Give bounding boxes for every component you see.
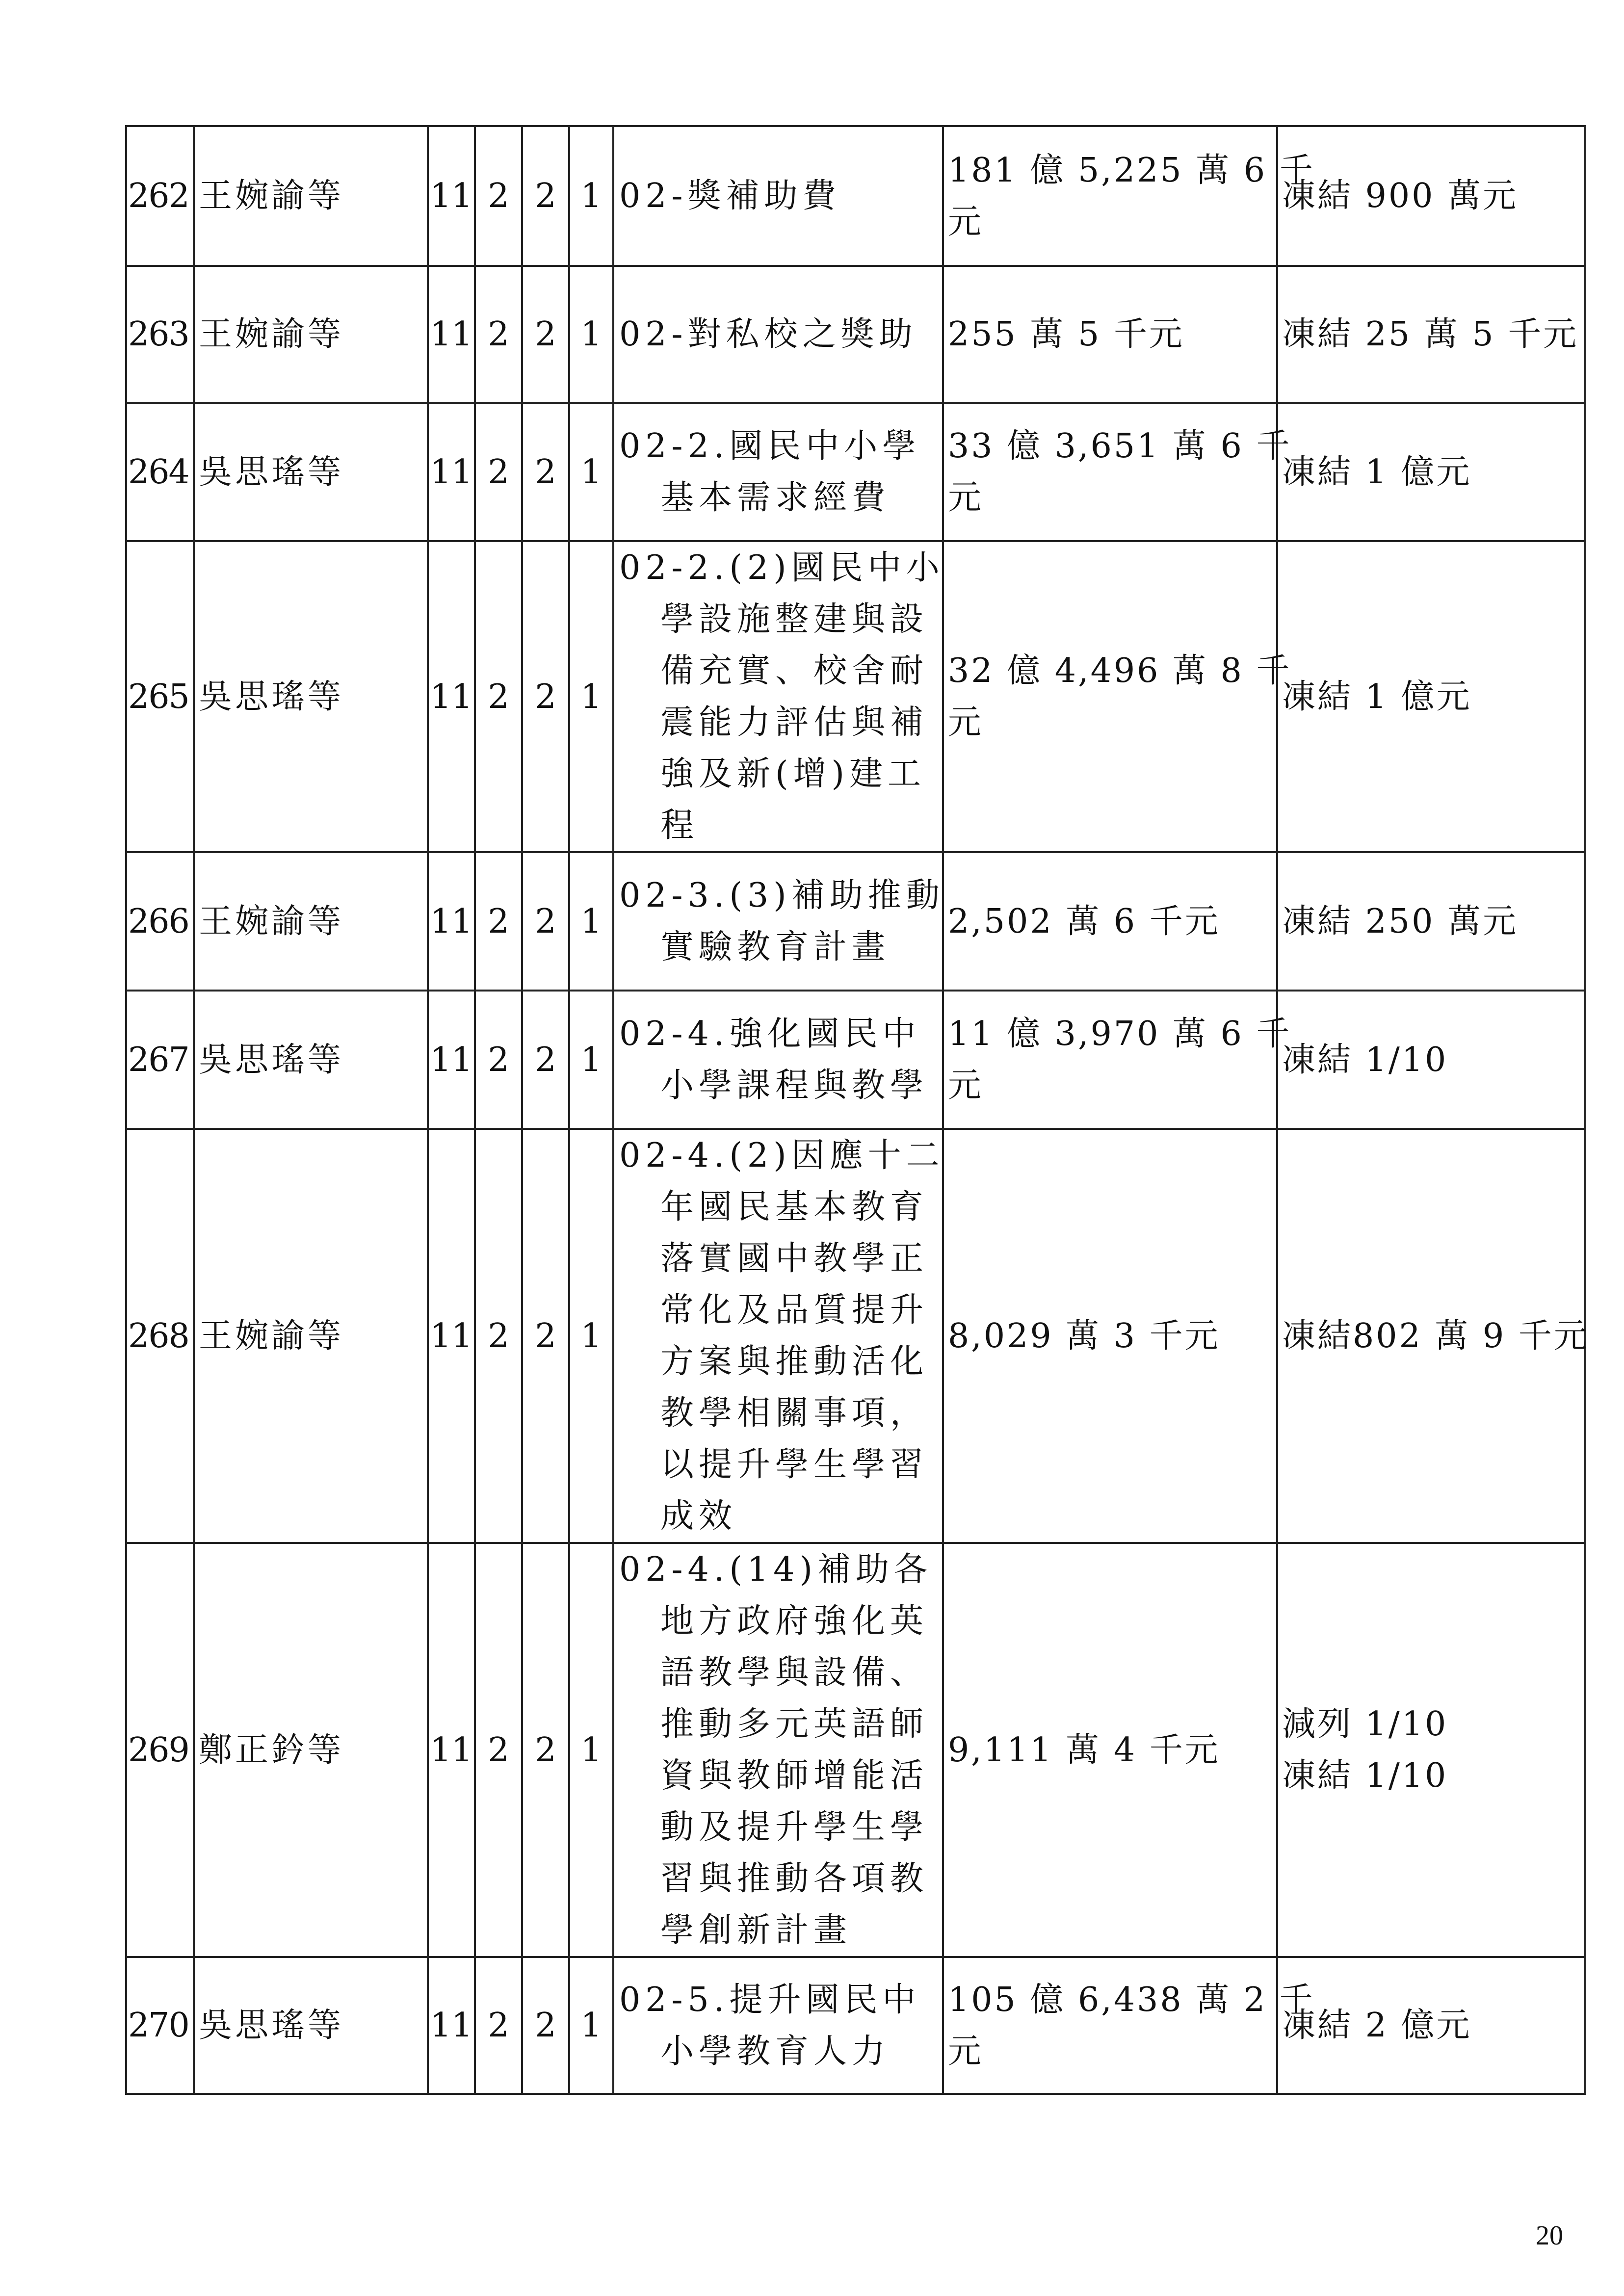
table-row xyxy=(126,1957,1585,2094)
budget-amount-line: 元 xyxy=(948,478,984,517)
row-number-cell: 264 xyxy=(126,403,194,541)
budget-amount-cell xyxy=(943,852,1277,991)
budget-amount-line: 255 萬 5 千元 xyxy=(948,315,1184,354)
resolution-cell xyxy=(1277,1543,1585,1957)
budget-amount-line: 33 億 3,651 萬 6 千 xyxy=(948,427,1292,466)
row-number-cell: 268 xyxy=(126,1129,194,1543)
item-description-line: 02-獎補助費 xyxy=(619,177,841,215)
resolution-cell xyxy=(1277,1129,1589,1543)
item-description-line: 02-3.(3)補助推動 xyxy=(619,876,944,915)
budget-amount-line: 元 xyxy=(948,1066,984,1105)
item-description-line: 以提升學生學習 xyxy=(660,1445,929,1484)
code-2-cell: 2 xyxy=(475,852,522,991)
code-2-cell: 2 xyxy=(475,1129,522,1543)
code-2-cell: 2 xyxy=(475,266,522,403)
code-3-cell: 2 xyxy=(522,1129,569,1543)
proposer-cell: 吳思瑤等 xyxy=(194,991,428,1129)
item-description-line: 小學課程與教學 xyxy=(660,1066,929,1105)
row-number-cell: 262 xyxy=(126,126,194,266)
item-description-cell xyxy=(613,266,943,403)
item-description-line: 基本需求經費 xyxy=(660,478,891,517)
row-number-cell: 269 xyxy=(126,1543,194,1957)
budget-amount-line: 9,111 萬 4 千元 xyxy=(948,1730,1220,1770)
code-2-cell: 2 xyxy=(475,126,522,266)
resolution-line: 凍結 2 億元 xyxy=(1282,2006,1472,2045)
proposer-cell: 鄭正鈐等 xyxy=(194,1543,428,1957)
budget-amount-line: 2,502 萬 6 千元 xyxy=(948,902,1220,941)
proposer-cell: 王婉諭等 xyxy=(194,266,428,403)
item-description-line: 成效 xyxy=(660,1497,737,1536)
budget-amount-cell xyxy=(943,1129,1277,1543)
budget-amount-line: 元 xyxy=(948,703,984,742)
resolution-cell xyxy=(1277,541,1585,852)
budget-amount-line: 8,029 萬 3 千元 xyxy=(948,1316,1220,1356)
item-description-cell xyxy=(613,1957,943,2094)
code-1-cell: 11 xyxy=(428,541,475,852)
proposer-cell: 吳思瑤等 xyxy=(194,541,428,852)
code-4-cell: 1 xyxy=(569,1957,613,2094)
item-description-line: 資與教師增能活 xyxy=(660,1756,929,1795)
item-description-line: 學創新計畫 xyxy=(660,1911,852,1950)
item-description-line: 02-4.強化國民中 xyxy=(619,1015,921,1053)
code-1-cell: 11 xyxy=(428,1129,475,1543)
item-description-line: 02-2.(2)國民中小 xyxy=(619,548,944,587)
resolution-line: 凍結 1 億元 xyxy=(1282,452,1472,492)
item-description-line: 推動多元英語師 xyxy=(660,1705,929,1744)
row-number-cell: 267 xyxy=(126,991,194,1129)
item-description-line: 02-對私校之獎助 xyxy=(619,315,917,354)
item-description-line: 02-5.提升國民中 xyxy=(619,1980,921,2019)
code-2-cell: 2 xyxy=(475,541,522,852)
code-1-cell: 11 xyxy=(428,266,475,403)
proposer-cell: 王婉諭等 xyxy=(194,852,428,991)
item-description-line: 年國民基本教育 xyxy=(660,1188,929,1226)
budget-amount-line: 181 億 5,225 萬 6 千 xyxy=(948,151,1315,190)
table-row xyxy=(126,852,1585,991)
item-description-cell xyxy=(613,991,943,1129)
budget-amount-cell xyxy=(943,541,1292,852)
table-row xyxy=(126,1543,1585,1957)
item-description-cell xyxy=(613,1129,943,1543)
resolution-line: 凍結 25 萬 5 千元 xyxy=(1282,315,1579,354)
code-3-cell: 2 xyxy=(522,541,569,852)
item-description-line: 動及提升學生學 xyxy=(660,1808,929,1847)
budget-amount-cell xyxy=(943,1957,1315,2094)
item-description-cell xyxy=(613,126,943,266)
item-description-cell xyxy=(613,1543,943,1957)
table-row xyxy=(126,266,1585,403)
budget-motion-table xyxy=(125,125,1589,2095)
resolution-cell xyxy=(1277,991,1585,1129)
code-2-cell: 2 xyxy=(475,1543,522,1957)
resolution-cell xyxy=(1277,1957,1585,2094)
item-description-line: 備充實、校舍耐 xyxy=(660,652,929,690)
code-1-cell: 11 xyxy=(428,126,475,266)
proposer-cell: 吳思瑤等 xyxy=(194,1957,428,2094)
code-4-cell: 1 xyxy=(569,852,613,991)
budget-amount-line: 元 xyxy=(948,2032,984,2071)
resolution-line: 凍結 250 萬元 xyxy=(1282,902,1519,941)
resolution-line: 凍結 1/10 xyxy=(1282,1756,1448,1795)
item-description-cell xyxy=(613,403,943,541)
budget-amount-cell xyxy=(943,403,1292,541)
item-description-line: 習與推動各項教 xyxy=(660,1859,929,1898)
budget-amount-line: 元 xyxy=(948,202,984,241)
table-row xyxy=(126,403,1585,541)
code-3-cell: 2 xyxy=(522,403,569,541)
table-row xyxy=(126,1129,1585,1543)
code-4-cell: 1 xyxy=(569,991,613,1129)
code-4-cell: 1 xyxy=(569,1129,613,1543)
code-3-cell: 2 xyxy=(522,266,569,403)
resolution-line: 減列 1/10 xyxy=(1282,1705,1448,1744)
budget-amount-cell xyxy=(943,266,1277,403)
code-1-cell: 11 xyxy=(428,991,475,1129)
item-description-line: 02-2.國民中小學 xyxy=(619,427,921,466)
code-3-cell: 2 xyxy=(522,1957,569,2094)
item-description-line: 常化及品質提升 xyxy=(660,1291,929,1330)
item-description-line: 02-4.(2)因應十二 xyxy=(619,1136,944,1175)
row-number-cell: 263 xyxy=(126,266,194,403)
page-number: 20 xyxy=(1536,2220,1563,2251)
budget-amount-cell xyxy=(943,991,1292,1129)
budget-amount-cell xyxy=(943,1543,1277,1957)
item-description-line: 程 xyxy=(660,806,699,845)
code-3-cell: 2 xyxy=(522,852,569,991)
item-description-line: 強及新(增)建工 xyxy=(660,755,926,793)
code-2-cell: 2 xyxy=(475,991,522,1129)
item-description-line: 方案與推動活化 xyxy=(660,1342,929,1381)
code-4-cell: 1 xyxy=(569,541,613,852)
code-4-cell: 1 xyxy=(569,126,613,266)
table-row xyxy=(126,126,1585,266)
item-description-cell xyxy=(613,852,943,991)
item-description-line: 小學教育人力 xyxy=(660,2032,891,2071)
resolution-line: 凍結 1 億元 xyxy=(1282,677,1472,716)
budget-amount-cell xyxy=(943,126,1315,266)
resolution-cell xyxy=(1277,403,1585,541)
item-description-line: 震能力評估與補 xyxy=(660,703,929,742)
resolution-cell xyxy=(1277,126,1585,266)
code-4-cell: 1 xyxy=(569,403,613,541)
row-number-cell: 270 xyxy=(126,1957,194,2094)
resolution-line: 凍結802 萬 9 千元 xyxy=(1282,1316,1589,1356)
table-row xyxy=(126,541,1585,852)
proposer-cell: 王婉諭等 xyxy=(194,1129,428,1543)
code-4-cell: 1 xyxy=(569,266,613,403)
code-3-cell: 2 xyxy=(522,126,569,266)
item-description-line: 語教學與設備、 xyxy=(660,1653,929,1692)
proposer-cell: 吳思瑤等 xyxy=(194,403,428,541)
resolution-line: 凍結 1/10 xyxy=(1282,1040,1448,1079)
code-1-cell: 11 xyxy=(428,403,475,541)
code-1-cell: 11 xyxy=(428,852,475,991)
code-3-cell: 2 xyxy=(522,991,569,1129)
code-4-cell: 1 xyxy=(569,1543,613,1957)
budget-amount-line: 32 億 4,496 萬 8 千 xyxy=(948,652,1292,690)
item-description-line: 實驗教育計畫 xyxy=(660,928,891,966)
item-description-line: 地方政府強化英 xyxy=(660,1602,929,1641)
proposer-cell: 王婉諭等 xyxy=(194,126,428,266)
item-description-line: 落實國中教學正 xyxy=(660,1239,929,1278)
code-2-cell: 2 xyxy=(475,403,522,541)
budget-amount-line: 11 億 3,970 萬 6 千 xyxy=(948,1015,1292,1053)
resolution-line: 凍結 900 萬元 xyxy=(1282,177,1519,215)
item-description-cell xyxy=(613,541,943,852)
item-description-line: 教學相關事項， xyxy=(660,1394,929,1433)
row-number-cell: 266 xyxy=(126,852,194,991)
resolution-cell xyxy=(1277,852,1585,991)
code-2-cell: 2 xyxy=(475,1957,522,2094)
item-description-line: 02-4.(14)補助各 xyxy=(619,1550,932,1589)
code-3-cell: 2 xyxy=(522,1543,569,1957)
code-1-cell: 11 xyxy=(428,1543,475,1957)
resolution-cell xyxy=(1277,266,1585,403)
item-description-line: 學設施整建與設 xyxy=(660,600,929,639)
budget-amount-line: 105 億 6,438 萬 2 千 xyxy=(948,1980,1315,2019)
table-row xyxy=(126,991,1585,1129)
code-1-cell: 11 xyxy=(428,1957,475,2094)
row-number-cell: 265 xyxy=(126,541,194,852)
